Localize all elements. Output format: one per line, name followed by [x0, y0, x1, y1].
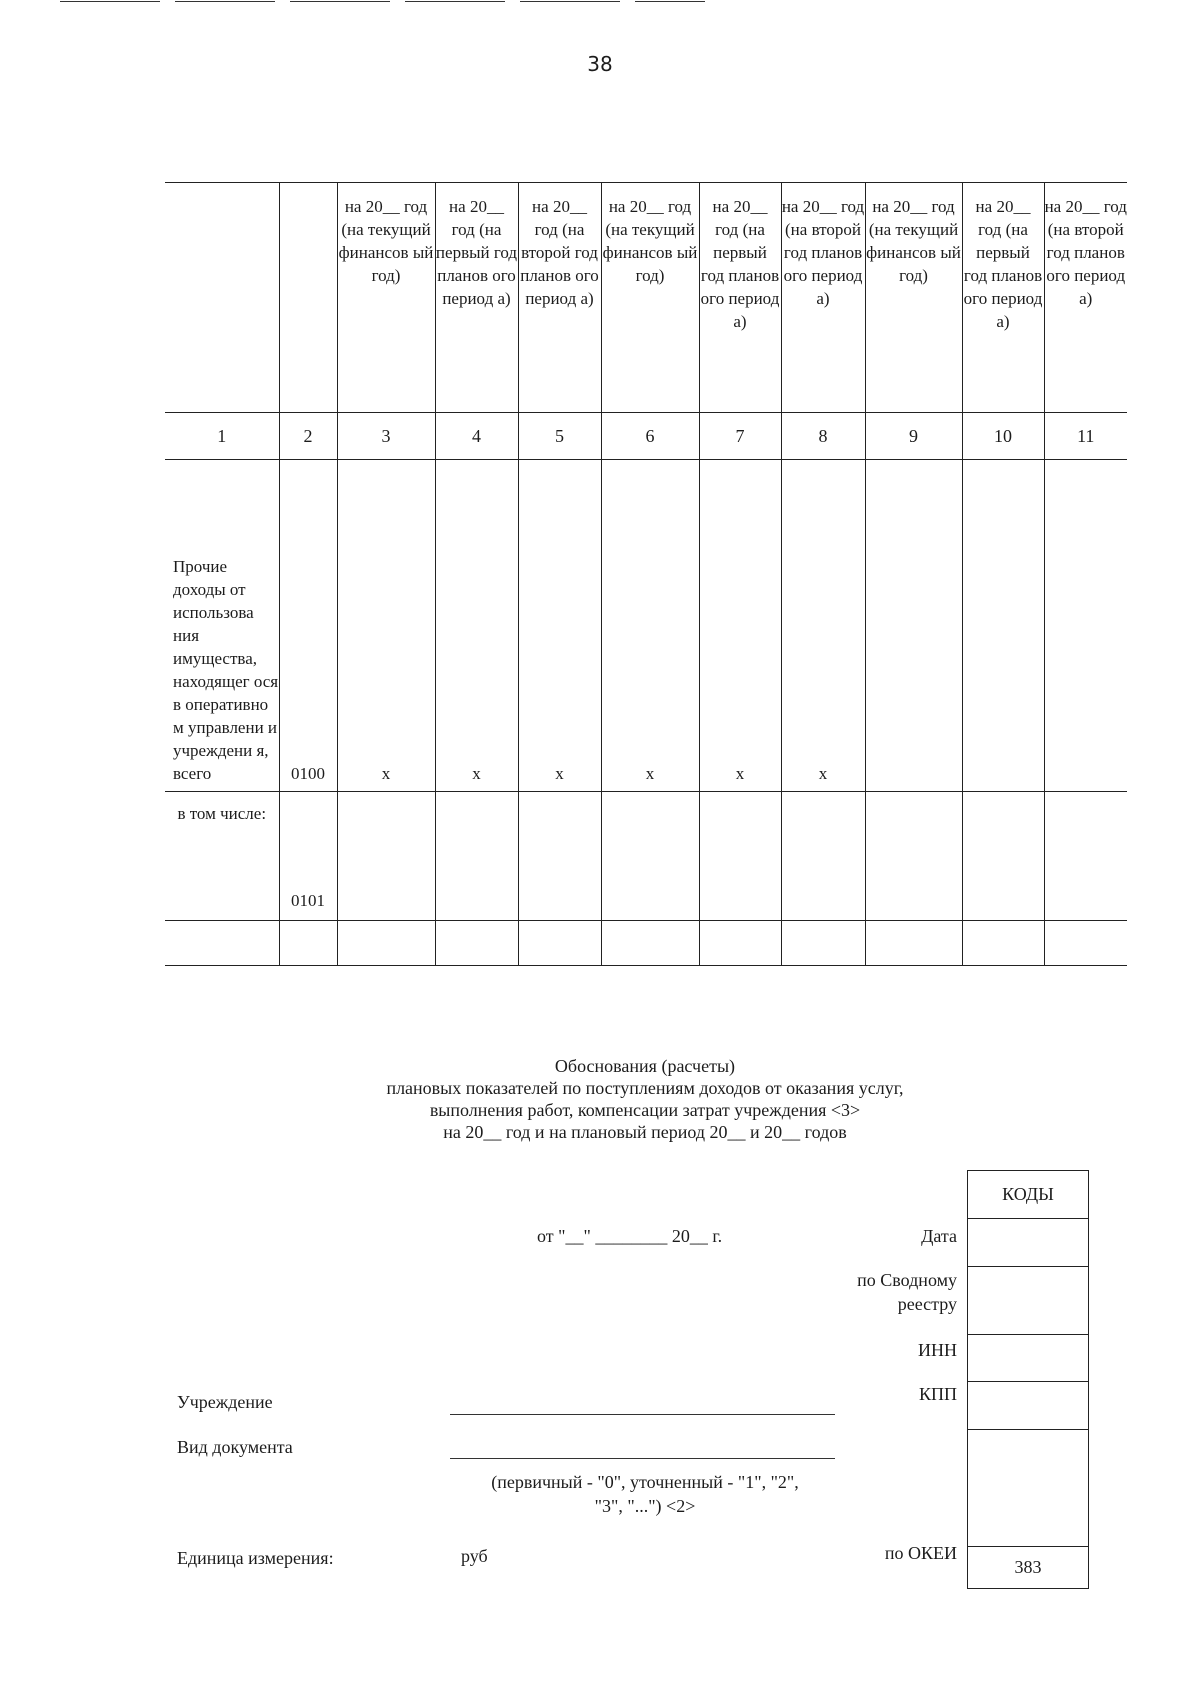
table-cell	[962, 921, 1044, 966]
codes-table	[967, 1170, 1089, 1589]
code-kpp	[968, 1382, 1089, 1430]
table-cell	[865, 460, 962, 792]
header-cell: на 20__ год (на первый год планов ого период а)	[699, 183, 781, 413]
table-cell	[781, 921, 865, 966]
column-number: 1	[165, 413, 279, 460]
code-date	[968, 1219, 1089, 1267]
doc-type-note-2: "3", "...") <2>	[594, 1496, 696, 1516]
income-table	[165, 182, 1127, 966]
section-title	[0, 1055, 1200, 1143]
column-number: 4	[435, 413, 518, 460]
label-svod-2: реестру	[897, 1294, 957, 1314]
table-cell: x	[601, 460, 699, 792]
column-number: 8	[781, 413, 865, 460]
row-label	[165, 921, 279, 966]
header-cell: на 20__ год (на второй год планов ого период а)	[1044, 183, 1127, 413]
top-edge-lines	[60, 0, 760, 6]
column-number: 3	[337, 413, 435, 460]
table-cell	[518, 921, 601, 966]
table-cell: x	[781, 460, 865, 792]
table-cell	[1044, 460, 1127, 792]
table-cell	[337, 921, 435, 966]
doc-type-note-1: (первичный - "0", уточненный - "1", "2",	[491, 1472, 799, 1492]
table-cell	[781, 792, 865, 921]
table-cell	[962, 460, 1044, 792]
column-number: 9	[865, 413, 962, 460]
column-number: 7	[699, 413, 781, 460]
table-cell	[1044, 792, 1127, 921]
table-cell	[601, 921, 699, 966]
unit-value: руб	[461, 1546, 488, 1566]
column-number: 5	[518, 413, 601, 460]
row-label: в том числе:	[165, 792, 279, 921]
row-label: Прочие доходы от использова ния имущества, находящег ося в оперативно м управлени и учреждени я, всего	[165, 460, 279, 792]
code-svod	[968, 1267, 1089, 1335]
table-cell	[865, 921, 962, 966]
header-cell: на 20__ год (на второй год планов ого период а)	[781, 183, 865, 413]
table-row	[165, 792, 1127, 921]
table-cell	[962, 792, 1044, 921]
table-cell: x	[337, 460, 435, 792]
code-inn	[968, 1335, 1089, 1382]
doc-type-line	[450, 1458, 835, 1459]
table-cell	[1044, 921, 1127, 966]
header-cell: на 20__ год (на текущий финансов ый год)	[337, 183, 435, 413]
row-code	[279, 921, 337, 966]
column-number: 6	[601, 413, 699, 460]
column-number-row	[165, 413, 1127, 460]
table-header-row	[165, 183, 1127, 413]
header-cell	[165, 183, 279, 413]
header-cell: на 20__ год (на первый год планов ого период а)	[435, 183, 518, 413]
code-doc-type	[968, 1430, 1089, 1547]
title-line: Обоснования (расчеты)	[554, 1056, 736, 1076]
title-line: выполнения работ, компенсации затрат учреждения <3>	[429, 1100, 861, 1120]
table-cell	[601, 792, 699, 921]
table-cell	[699, 921, 781, 966]
table-cell	[518, 792, 601, 921]
row-code: 0101	[279, 792, 337, 921]
page-number: 38	[587, 52, 613, 76]
header-cell	[279, 183, 337, 413]
header-cell: на 20__ год (на текущий финансов ый год)	[601, 183, 699, 413]
table-cell	[865, 792, 962, 921]
date-line: от "__" ________ 20__ г.	[537, 1226, 723, 1246]
table-cell: x	[699, 460, 781, 792]
label-inn: ИНН	[918, 1340, 957, 1360]
label-okei: по ОКЕИ	[884, 1543, 957, 1563]
column-number: 2	[279, 413, 337, 460]
label-svod-1: по Сводному	[857, 1270, 957, 1290]
column-number: 10	[962, 413, 1044, 460]
header-cell: на 20__ год (на второй год планов ого период а)	[518, 183, 601, 413]
table-cell: x	[518, 460, 601, 792]
header-cell: на 20__ год (на текущий финансов ый год)	[865, 183, 962, 413]
label-kpp: КПП	[918, 1384, 957, 1404]
institution-line	[450, 1414, 835, 1415]
title-line: на 20__ год и на плановый период 20__ и 20__ годов	[443, 1122, 847, 1142]
title-line: плановых показателей по поступлениям доходов от оказания услуг,	[386, 1078, 904, 1098]
table-cell	[435, 792, 518, 921]
table-cell: x	[435, 460, 518, 792]
table-row	[165, 460, 1127, 792]
row-code: 0100	[279, 460, 337, 792]
column-number: 11	[1044, 413, 1127, 460]
label-unit: Единица измерения:	[177, 1548, 334, 1568]
table-cell	[699, 792, 781, 921]
label-doc-type: Вид документа	[177, 1437, 293, 1457]
table-cell	[435, 921, 518, 966]
code-okei: 383	[968, 1547, 1089, 1589]
label-institution: Учреждение	[177, 1392, 273, 1412]
table-row	[165, 921, 1127, 966]
label-date: Дата	[921, 1226, 957, 1246]
codes-header: КОДЫ	[968, 1171, 1089, 1219]
table-cell	[337, 792, 435, 921]
header-cell: на 20__ год (на первый год планов ого период а)	[962, 183, 1044, 413]
